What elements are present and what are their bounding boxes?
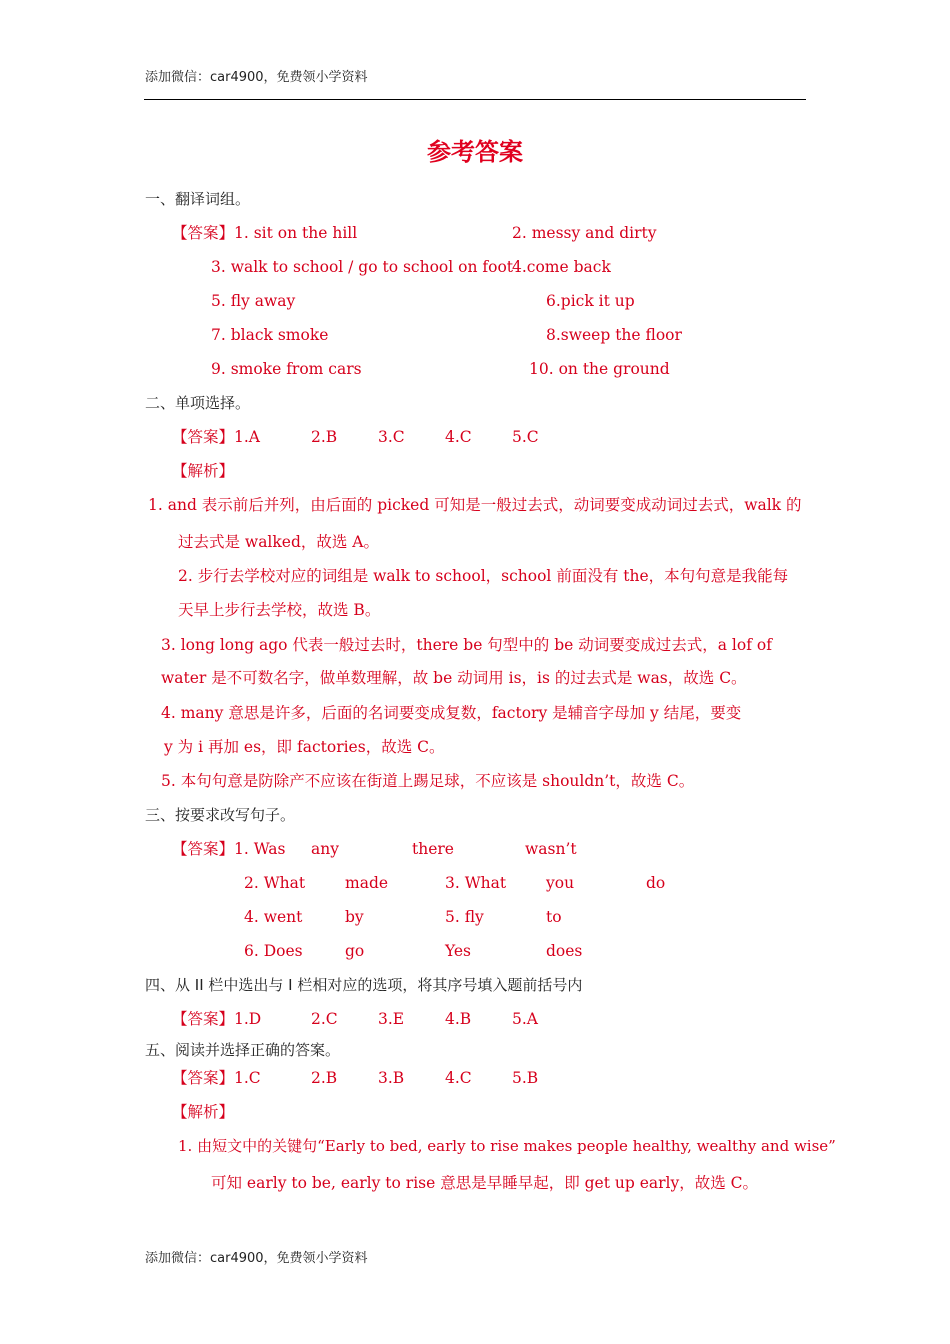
section-4-heading: 四、从 II 栏中选出与 I 栏相对应的选项，将其序号填入题前括号内	[145, 976, 583, 994]
s1-answer-10: 10. on the ground	[529, 360, 670, 378]
s3-cell: any	[311, 840, 339, 858]
section-5-heading: 五、阅读并选择正确的答案。	[145, 1041, 341, 1059]
s1-answer-9: 9. smoke from cars	[211, 360, 362, 378]
s5-answer-3: 3.B	[378, 1069, 405, 1087]
s2-analysis-line: 2. 步行去学校对应的词组是 walk to school，school 前面没有 the，本句句意是我能每	[178, 567, 789, 585]
s3-cell: wasn’t	[525, 840, 577, 858]
s5-answer-1: 【答案】1.C	[172, 1069, 261, 1087]
page-title: 参考答案	[427, 138, 523, 166]
s3-cell: made	[345, 874, 389, 892]
section-2-heading: 二、单项选择。	[145, 394, 251, 412]
s4-answer-3: 3.E	[378, 1010, 405, 1028]
s4-answer-5: 5.A	[512, 1010, 538, 1028]
s1-answer-5: 5. fly away	[211, 292, 296, 310]
s1-answer-7: 7. black smoke	[211, 326, 329, 344]
s2-analysis-line: y 为 i 再加 es，即 factories，故选 C。	[164, 738, 445, 756]
s3-cell: go	[345, 942, 365, 960]
s1-answer-3: 3. walk to school / go to school on foot	[211, 258, 514, 276]
s2-answer-1: 【答案】1.A	[172, 428, 260, 446]
s1-answer-2: 2. messy and dirty	[512, 224, 657, 242]
s3-cell: 【答案】1. Was	[172, 840, 286, 858]
header-divider	[144, 99, 806, 100]
s2-analysis-line: 4. many 意思是许多，后面的名词要变成复数，factory 是辅音字母加 y 结尾，要变	[161, 704, 742, 722]
s3-cell: 5. fly	[445, 908, 484, 926]
page-footer: 添加微信：car4900，免费领小学资料	[145, 1251, 368, 1266]
s3-cell: you	[546, 874, 575, 892]
s1-answer-6: 6.pick it up	[546, 292, 635, 310]
s3-cell: by	[345, 908, 364, 926]
s2-analysis-line: 5. 本句句意是防除产不应该在街道上踢足球，不应该是 shouldn’t，故选 C。	[161, 772, 695, 790]
section-3-heading: 三、按要求改写句子。	[145, 806, 296, 824]
s3-cell: 6. Does	[244, 942, 303, 960]
s3-cell: 2. What	[244, 874, 306, 892]
s5-answer-2: 2.B	[311, 1069, 338, 1087]
s3-cell: there	[412, 840, 454, 858]
s3-cell: to	[546, 908, 562, 926]
s2-analysis-line: 天早上步行去学校，故选 B。	[178, 601, 381, 619]
s1-answer-4: 4.come back	[512, 258, 611, 276]
s2-answer-5: 5.C	[512, 428, 539, 446]
s3-cell: do	[646, 874, 666, 892]
s5-analysis-line: 1. 由短文中的关键句“Early to bed, early to rise makes people healthy, wealthy and wise”	[178, 1137, 836, 1155]
s3-cell: 4. went	[244, 908, 303, 926]
s2-analysis-line: 过去式是 walked，故选 A。	[178, 533, 380, 551]
s3-cell: 3. What	[445, 874, 507, 892]
s4-answer-4: 4.B	[445, 1010, 472, 1028]
s2-analysis-line: water 是不可数名字，做单数理解，故 be 动词用 is，is 的过去式是 was，故选 C。	[161, 669, 747, 687]
s2-analysis-label: 【解析】	[172, 462, 235, 480]
s2-answer-2: 2.B	[311, 428, 338, 446]
s2-answer-4: 4.C	[445, 428, 472, 446]
s1-answer-8: 8.sweep the floor	[546, 326, 682, 344]
s1-answer-1: 【答案】1. sit on the hill	[172, 224, 358, 242]
s3-cell: Yes	[445, 942, 472, 960]
s5-analysis-line: 可知 early to be, early to rise 意思是早睡早起，即 get up early，故选 C。	[211, 1174, 759, 1192]
s2-analysis-line: 3. long long ago 代表一般过去时，there be 句型中的 be 动词要变成过去式，a lof of	[161, 636, 772, 654]
s5-analysis-label: 【解析】	[172, 1103, 235, 1121]
s4-answer-1: 【答案】1.D	[172, 1010, 262, 1028]
s4-answer-2: 2.C	[311, 1010, 338, 1028]
page-header: 添加微信：car4900，免费领小学资料	[145, 70, 368, 85]
s2-answer-3: 3.C	[378, 428, 405, 446]
section-1-heading: 一、翻译词组。	[145, 190, 251, 208]
s5-answer-5: 5.B	[512, 1069, 539, 1087]
s2-analysis-line: 1. and 表示前后并列，由后面的 picked 可知是一般过去式，动词要变成动词过去式，walk 的	[148, 496, 802, 514]
s3-cell: does	[546, 942, 583, 960]
s5-answer-4: 4.C	[445, 1069, 472, 1087]
